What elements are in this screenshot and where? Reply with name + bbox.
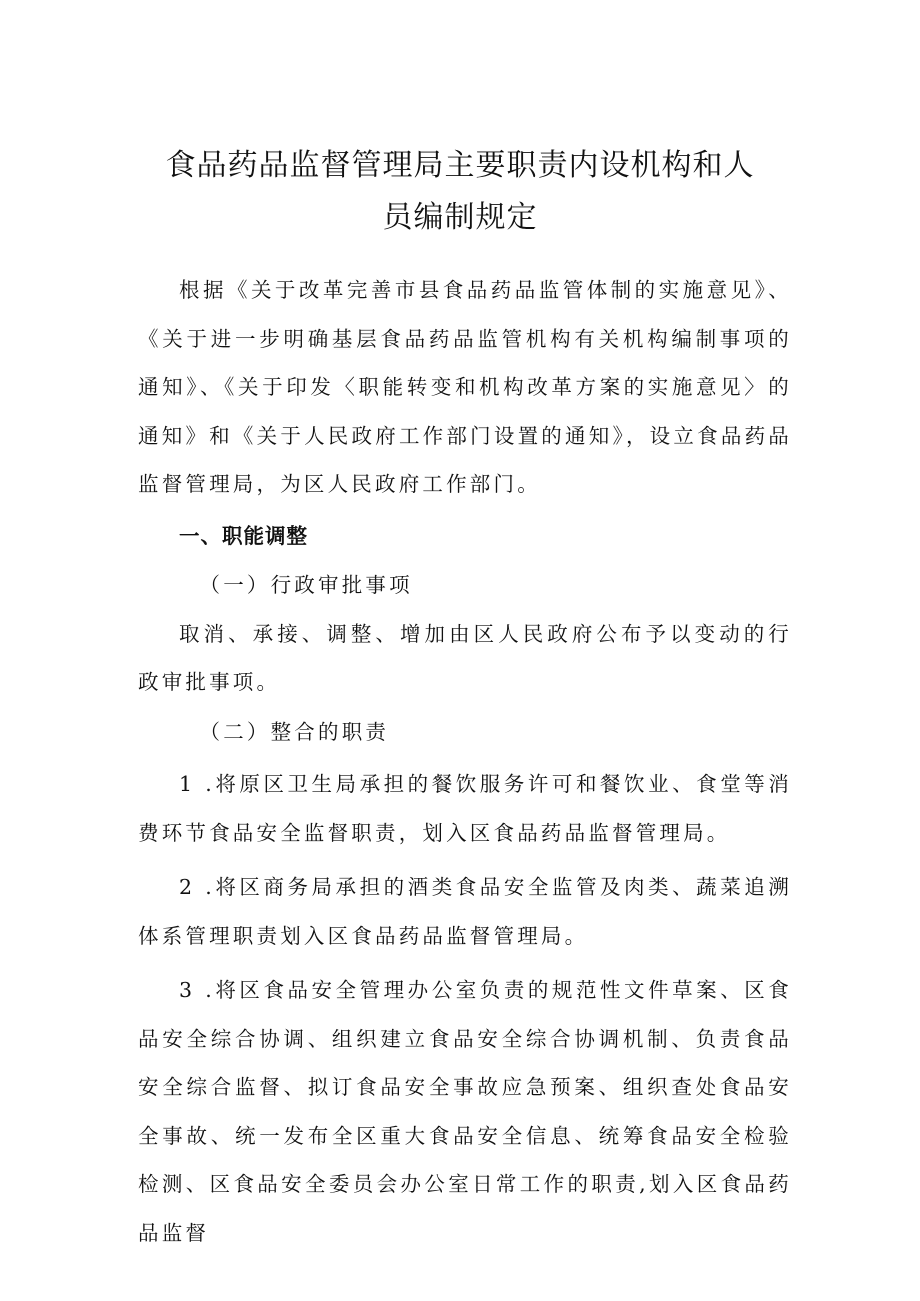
- title-line-1: 食品药品监督管理局主要职责内设机构和人: [165, 148, 755, 183]
- document-body: [138, 266, 792, 1257]
- intro-paragraph: 根据《关于改革完善市县食品药品监管体制的实施意见》、《关于进一步明确基层食品药品监管机构有关机构编制事项的通知》、《关于印发〈职能转变和机构改革方案的实施意见〉的通知》和《关于人民政府工作部门设置的通知》，设立食品药品监督管理局，为区人民政府工作部门。: [138, 278, 792, 496]
- duty-item-2: 2 .将区商务局承担的酒类食品安全监管及肉类、蔬菜追溯体系管理职责划入区食品药品监督管理局。: [138, 875, 792, 948]
- title-line-2: 员编制规定: [382, 200, 538, 235]
- document-title: [100, 140, 820, 244]
- section-heading-function-adjustment: 一、职能调整: [179, 523, 308, 548]
- subsection-heading-integrated-duties: （二）整合的职责: [199, 719, 390, 744]
- subsection-paragraph-administrative-approval: 取消、承接、调整、增加由区人民政府公布予以变动的行政审批事项。: [138, 621, 792, 694]
- subsection-heading-administrative-approval: （一）行政审批事项: [199, 573, 413, 597]
- duty-item-3: 3 .将区食品安全管理办公室负责的规范性文件草案、区食品安全综合协调、组织建立食品安全综合协调机制、负责食品安全综合监督、拟订食品安全事故应急预案、组织查处食品安全事故、统一发布全区重大食品安全信息、统筹食品安全检验检测、区食品安全委员会办公室日常工作的职责,划入区食品药品监督: [138, 978, 792, 1245]
- duty-item-1: 1 .将原区卫生局承担的餐饮服务许可和餐饮业、食堂等消费环节食品安全监督职责，划入区食品药品监督管理局。: [138, 772, 792, 845]
